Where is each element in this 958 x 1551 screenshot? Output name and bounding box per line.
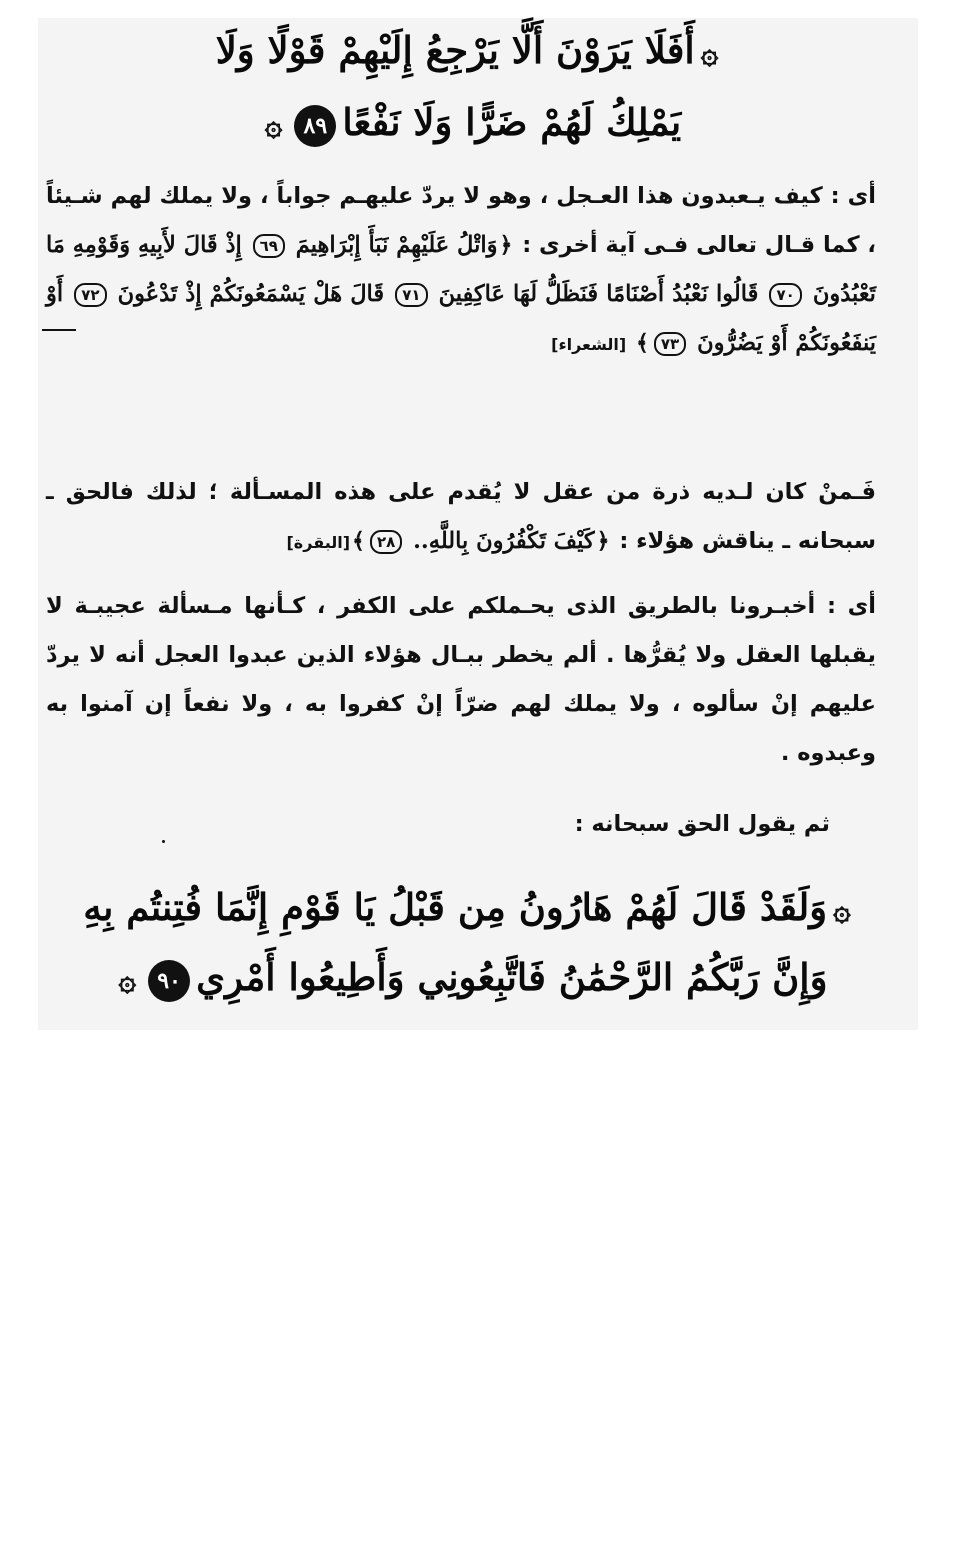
quote-bracket-icon: ﴿	[499, 233, 513, 258]
verse-90-line-1-text: وَلَقَدْ قَالَ لَهُمْ هَارُونُ مِن قَبْلُ يَا قَوْمِ إِنَّمَا فُتِنتُم بِهِ	[83, 885, 828, 929]
verse-90-line-1	[60, 885, 880, 929]
ayah-number-71: ٧١	[395, 283, 427, 307]
ayah-number-70: ٧٠	[769, 283, 801, 307]
verse-ornament-icon: ۞	[264, 108, 283, 143]
paragraph-2-text: فَـمنْ كان لـديه ذرة من عقل لا يُقدم على هذه المسـألة ؛ لذلك فالحق ـ سبحانه ـ يناقش هؤلاء :	[46, 479, 876, 554]
verse-90-line-2	[60, 955, 880, 1002]
ayah-number-89: ٨٩	[294, 105, 336, 147]
verse-89-line-2	[60, 100, 880, 147]
surah-reference-shuara: [الشعراء]	[551, 335, 627, 354]
paragraph-3-text: أى : أخبـرونا بالطريق الذى يحـملكم على الكفر ، كـأنها مـسألة عجيبـة لا يقبلها العقل ولا يُقرُّها . ألم يخطر ببـال هؤلاء الذين عبدوا العجل أنه لا يردّ عليهم إنْ سألوه ، ولا يملك لهم ضرّاً إنْ كفروا به ، ولا نفعاً إن آمنوا به وعبدوه .	[46, 593, 876, 766]
verse-89-line-1-text: أَفَلَا يَرَوْنَ أَلَّا يَرْجِعُ إِلَيْهِمْ قَوْلًا وَلَا	[215, 28, 695, 72]
quote-bracket-icon: ﴿	[596, 529, 610, 554]
paragraph-1-text: أى : كيف يـعبدون هذا العـجل ، وهو لا يردّ عليهـم جواباً ، ولا يملك لهم شـيئاً ، كما قـال تعالى فـى آية أخرى :	[46, 183, 876, 258]
paragraph-2	[46, 468, 876, 567]
quote-part-4: قَالَ هَلْ يَسْمَعُونَكُمْ إِذْ تَدْعُونَ	[117, 281, 385, 307]
paragraph-4-text: ثم يقول الحق سبحانه :	[574, 811, 830, 837]
paragraph-3	[46, 582, 876, 778]
verse-89-line-1	[60, 28, 880, 72]
speck	[162, 840, 165, 843]
quote-part-2: إِذْ قَالَ لأَبِيهِ وَقَوْمِهِ مَا تَعْبُدُونَ	[46, 232, 876, 307]
surah-reference-baqarah: [البقرة]	[286, 533, 351, 552]
ayah-number-90: ٩٠	[148, 960, 190, 1002]
ayah-number-73: ٧٣	[654, 332, 686, 356]
divider-rule	[42, 329, 76, 331]
verse-ornament-icon: ۞	[118, 963, 137, 998]
paragraph-4	[46, 800, 876, 849]
verse-89-line-2-text: يَمْلِكُ لَهُمْ ضَرًّا وَلَا نَفْعًا	[342, 100, 682, 144]
ayah-number-28: ٢٨	[370, 530, 402, 554]
quote-bracket-icon: ﴾	[636, 331, 649, 356]
paragraph-1	[46, 172, 876, 369]
ayah-number-72: ٧٢	[74, 283, 106, 307]
ayah-number-69: ٦٩	[253, 234, 285, 258]
verse-ornament-icon: ۞	[833, 893, 851, 928]
quote-part-5: أَوْ يَنفَعُونَكُمْ أَوْ يَضُرُّونَ	[46, 281, 876, 356]
quote-baqarah-28: كَيْفَ تَكْفُرُونَ بِاللَّهِ..	[413, 528, 595, 554]
quote-part-3: قَالُوا نَعْبُدُ أَصْنَامًا فَنَظَلُّ لَهَا عَاكِفِينَ	[438, 281, 759, 307]
quote-bracket-icon: ﴾	[352, 529, 365, 554]
quote-part-1: وَاتْلُ عَلَيْهِمْ نَبَأَ إِبْرَاهِيمَ	[295, 232, 498, 258]
verse-90-line-2-text: وَإِنَّ رَبَّكُمُ الرَّحْمَٰنُ فَاتَّبِعُونِي وَأَطِيعُوا أَمْرِي	[196, 955, 828, 999]
verse-ornament-icon: ۞	[700, 36, 719, 71]
